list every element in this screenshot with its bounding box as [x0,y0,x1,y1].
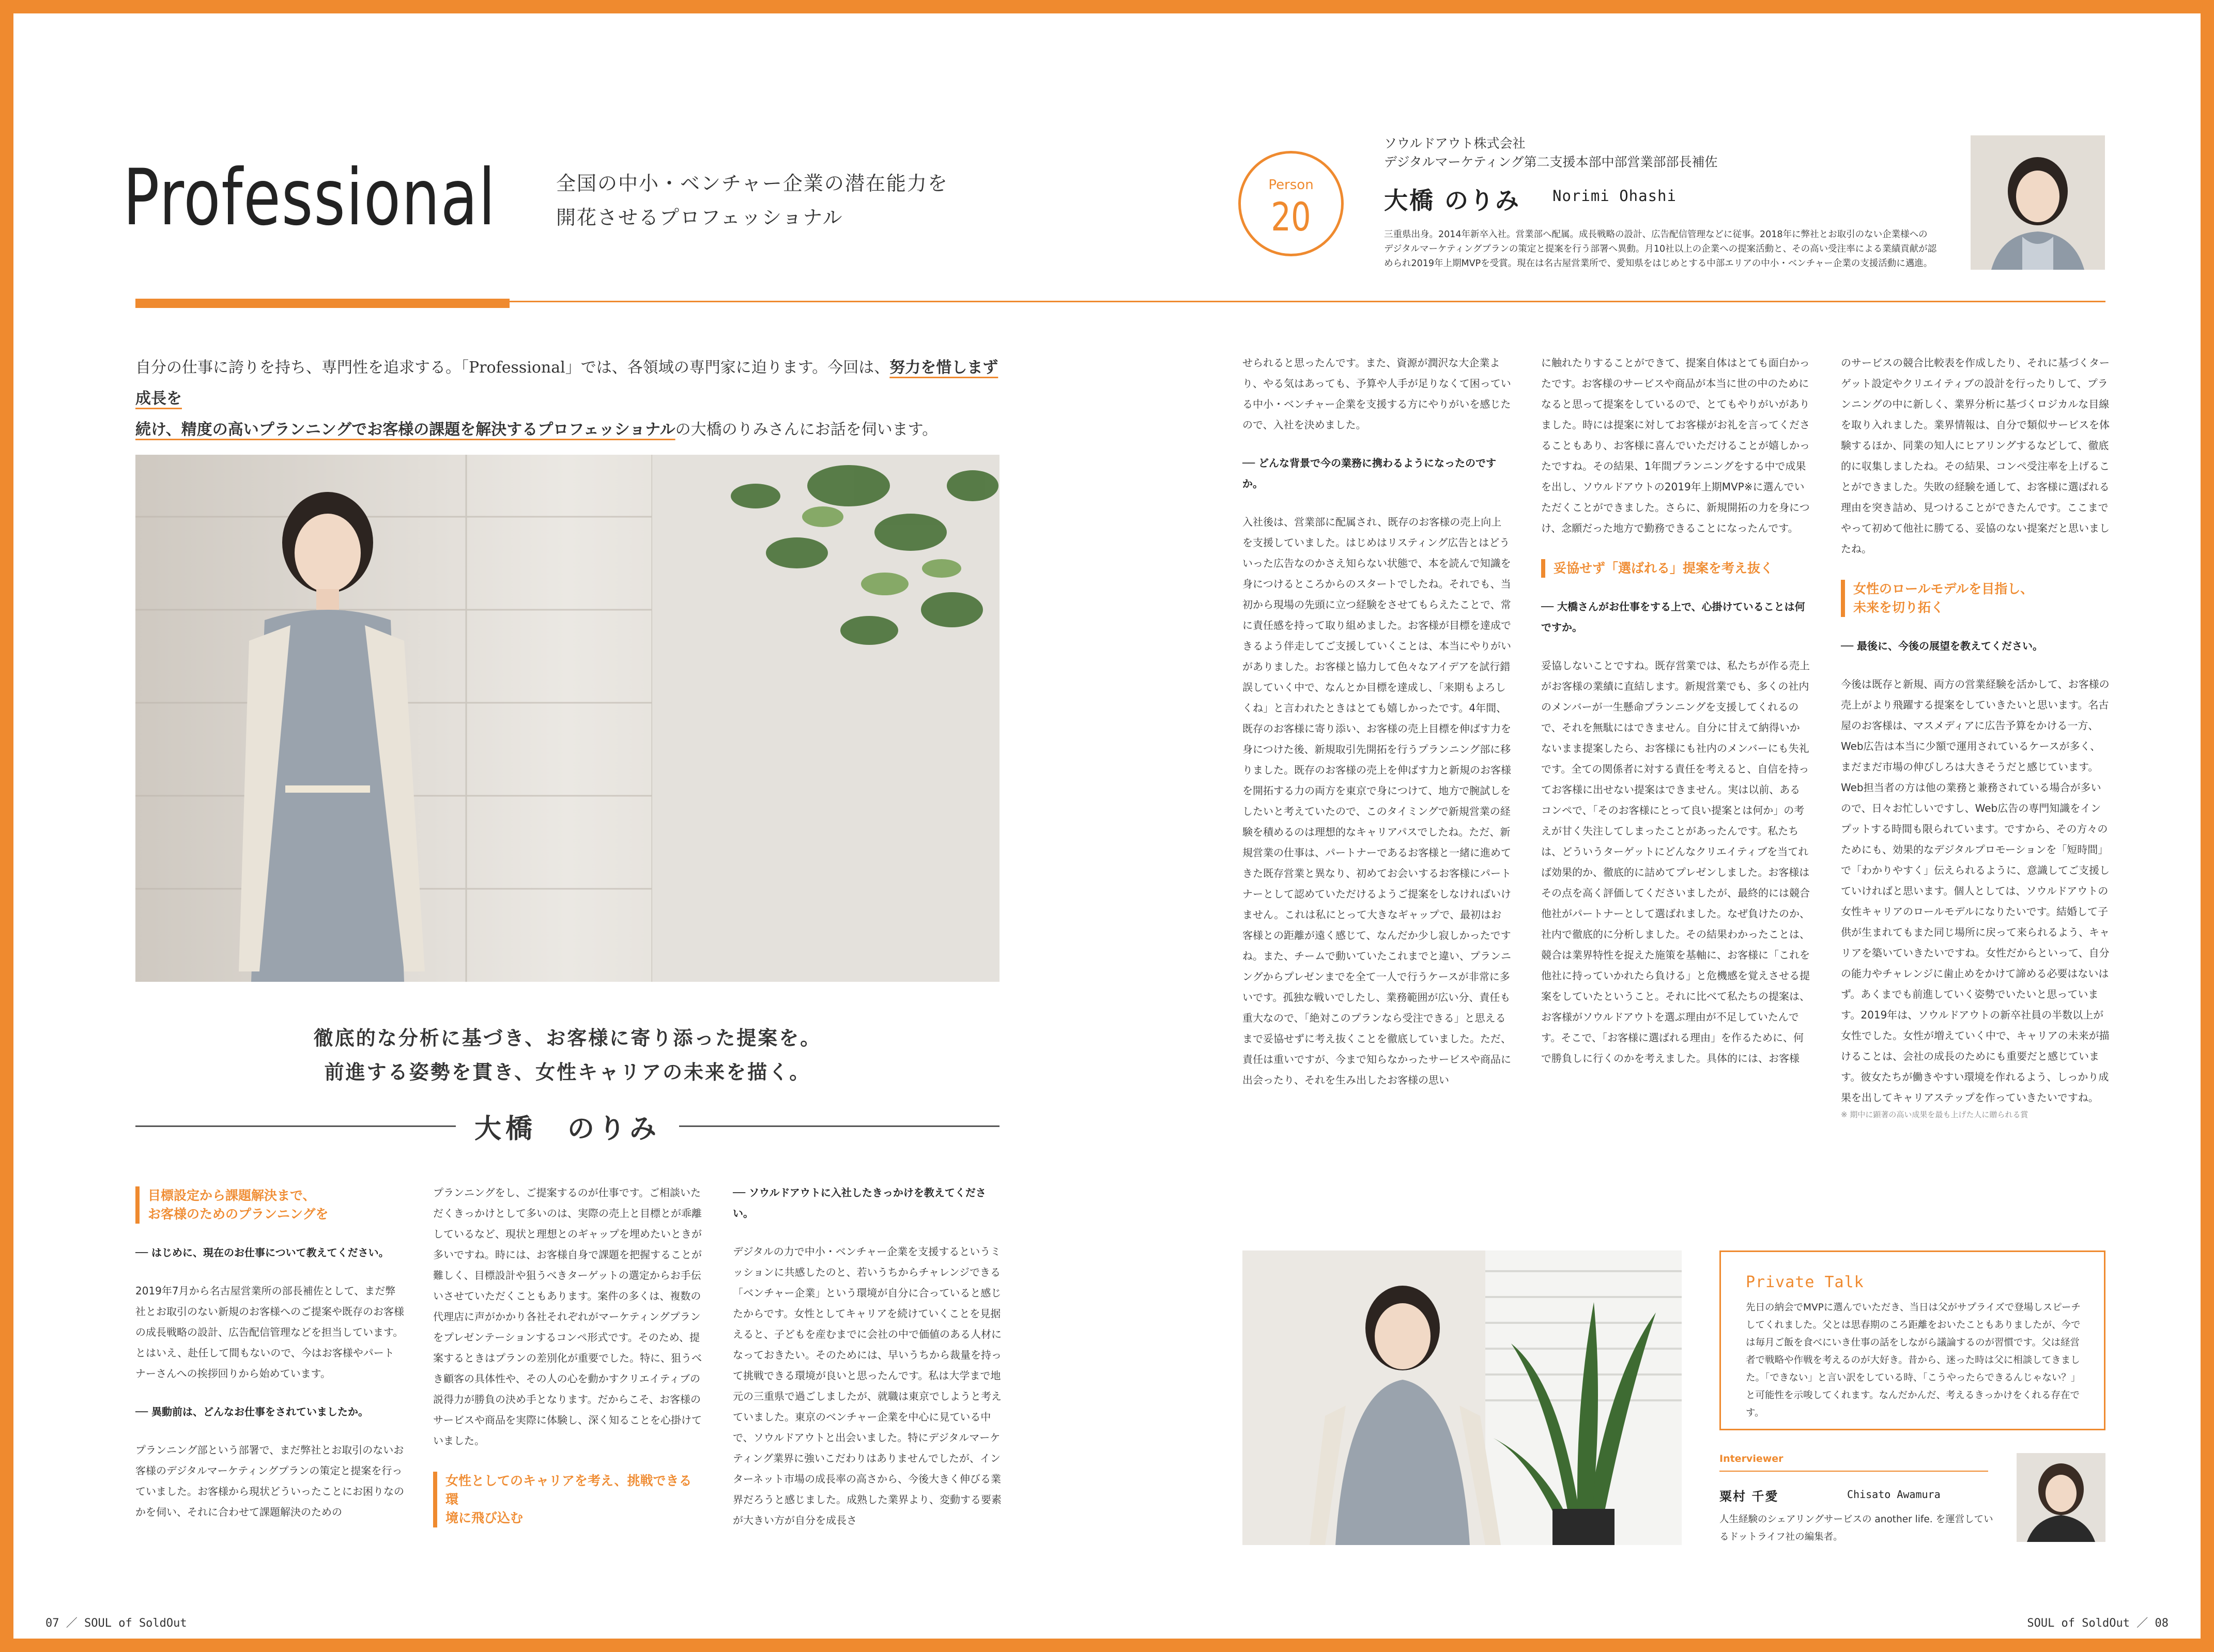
heading-line: 女性のロールモデルを目指し、 [1853,581,2034,596]
heading-line: お客様のためのプランニングを [148,1207,329,1222]
heading-line: 目標設定から課題解決まで、 [148,1188,316,1203]
interview-photo [1242,1250,1682,1545]
portrait-photo [1971,135,2105,270]
page-title: Professional [123,153,496,243]
interviewer-name: 粟村 千愛 [1719,1489,1779,1504]
interview-question: ── ソウルドアウトに入社したきっかけを教えてください。 [733,1186,986,1219]
catch-name: 大橋 のりみ [474,1114,660,1145]
catch-name-block [135,1107,1000,1143]
section-heading: 妥協せず「選ばれる」提案を考え抜く [1541,559,1810,578]
interview-answer: プランニングをし、ご提案するのが仕事です。ご相談いただくきっかけとして多いのは、実際の売上と目標とが乖離しているなど、現状と理想とのギャップを埋めたいときが多いですね。時には、お客様自身で課題を把握することが難しく、目標設計や狙うべきターゲットの選定からお手伝いさせていただくこともあります。案件の多くは、複数の代理店に声がかかり各社それぞれがマーケティングプランをプレゼンテーションするコンペ形式です。そのため、提案するときはプランの差別化が重要でした。特に、狙うべき顧客の具体性や、その人の心を動かすクリエイティブの説得力が勝負の決め手となります。だからこそ、お客様のサービスや商品を実際に体験し、深く知ることを心掛けていました。 [433,1186,702,1447]
interview-answer: に触れたりすることができて、提案自体はとても面白かったです。お客様のサービスや商品が本当に世の中のためになると思って提案をしているので、とてもやりがいがありました。時には提案に対してお客様がお礼を言ってくださることもあり、お客様に喜んでいただけることが嬉しかったですね。その結果、1年間プランニングをする中で成果を出し、ソウルドアウトの2019年上期MVP※に選んでいただくことができました。さらに、新規開拓の力を身につけ、念願だった地方で勤務できることになったんです。 [1541,357,1810,534]
interview-answer: のサービスの競合比較表を作成したり、それに基づくターゲット設定やクリエイティブの設計を行ったりして、プランニングの中に新しく、業界分析に基づくロジカルな目線を取り入れました。業界情報は、自分で類似サービスを体験するほか、同業の知人にヒアリングするなどして、徹底的に収集しましたね。その結果、コンペ受注率を上げることができました。失敗の経験を通して、お客様に選ばれる理由を突き詰め、見つけることができたんです。ここまでやって初めて他社に勝てる、妥協のない提案だと思いましたね。 [1841,357,2110,555]
interview-answer: 妥協しないことですね。既存営業では、私たちが作る売上がお客様の業績に直結します。新規営業でも、多くの社内のメンバーが一生懸命プランニングを支援してくれるので、それを無駄にはできません。自分に甘えて納得いかないまま提案したら、お客様にも社内のメンバーにも失礼です。全ての関係者に対する責任を考えると、自信を持ってお客様に出せない提案はできません。実は以前、あるコンペで、「そのお客様にとって良い提案とは何か」の考えが甘く失注してしまったことがあったんです。私たちは、どういうターゲットにどんなクリエイティブを当てれば効果的か、徹底的に詰めてプレゼンしました。お客様はその点を高く評価してくださいましたが、最終的には競合他社がパートナーとして選ばれました。なぜ負けたのか、社内で徹底的に分析しました。その結果わかったことは、競合は業界特性を捉えた施策を基軸に、お客様に「これを他社に持っていかれたら負ける」と危機感を覚えさせる提案をしていたということ。それに比べて私たちの提案は、お客様がソウルドアウトを選ぶ理由が不足していたんです。そこで、「お客様に選ばれる理由」を作るために、何で勝負しに行くのかを考えました。具体的には、お客様 [1541,659,1810,1064]
person-name-roman: Norimi Ohashi [1552,187,1677,205]
subtitle-line: 開花させるプロフェッショナル [556,206,843,229]
article-column-5 [1541,352,1810,1069]
interview-answer: せられると思ったんです。また、資源が潤沢な大企業より、やる気はあっても、予算や人手が足りなくて困っている中小・ベンチャー企業を支援する方にやりがいを感じたので、入社を決めました。 [1242,357,1511,431]
catch-line: 徹底的な分析に基づき、お客様に寄り添った提案を。 [313,1027,822,1049]
main-photo [135,455,1000,982]
interview-answer: プランニング部という部署で、まだ弊社とお取引のないお客様のデジタルマーケティングプランの策定と提案を行っていました。お客様から現状どういったことにお困りなのかを伺い、それに合わせて課題解決のための [135,1444,404,1518]
portrait-illustration [1971,135,2105,270]
article-column-1 [135,1181,404,1522]
interviewer-label: Interviewer [1719,1453,1784,1464]
profile-line: められ2019年上期MVPを受賞。現在は名古屋営業所で、愛知県をはじめとする中部エリアの中小・ベンチャー企業の支援活動に邁進。 [1384,258,1933,269]
header-rule-accent [135,299,510,308]
lead-highlight: 努力を惜しまず成長を [135,359,998,408]
section-heading [135,1186,404,1224]
article-column-6 [1841,352,2110,1121]
interview-question: ── 異動前は、どんなお仕事をされていましたか。 [135,1406,369,1418]
interview-answer: 入社後は、営業部に配属され、既存のお客様の売上向上を支援していました。はじめはリスティング広告とはどういった広告なのかさえ知らない状態で、本を読んで知識を身につけるところからのスタートでしたね。それでも、当初から現場の先頭に立つ経験をさせてもらえたことで、常に責任感を持って取り組めました。お客様が目標を達成できるよう伴走してご支援していくことは、本当にやりがいがありました。お客様と協力して色々なアイデアを試行錯誤していく中で、なんとか目標を達成し、「来期もよろしくね」と言われたときはとても嬉しかったです。4年間、既存のお客様に寄り添い、お客様の売上目標を伸ばす力を身につけた後、新規取引先開拓を行うプランニング部に移りました。既存のお客様の売上を伸ばす力と新規のお客様を開拓する力の両方を東京で身につけて、地方で腕試しをしたいと考えていたので、このタイミングで新規営業の経験を積めるのは理想的なキャリアパスでしたね。ただ、新規営業の仕事は、パートナーであるお客様と一緒に進めてきた既存営業と異なり、初めてお会いするお客様にパートナーとして認めていただけるようご提案をしなければいけません。これは私にとって大きなギャップで、最初はお客様との距離が遠く感じて、なんだか少し寂しかったですね。また、チームで動いていたこれまでと違い、プランニングからプレゼンまでを全て一人で行うケースが非常に多いです。孤独な戦いでしたし、業務範囲が広い分、責任も重大なので、「絶対このプランなら受注できる」と思えるまで妥協せずに考え抜くことを徹底していました。ただ、責任は重いですが、今まで知らなかったサービスや商品に出会ったり、それを生み出したお客様の思い [1242,516,1511,1086]
interview-question: ── どんな背景で今の業務に携わるようになったのですか。 [1242,457,1497,490]
company-name: ソウルドアウト株式会社 [1384,136,1526,151]
article-column-3 [733,1182,1002,1531]
page-subtitle [556,166,948,235]
profile-line: デジタルマーケティングプランの策定と提案を行う部署へ異動。月10社以上の企業への提案活動と、その高い受注率による業績貢献が認 [1384,244,1937,254]
person-badge [1238,151,1344,256]
interviewer-rule [1719,1471,1988,1472]
private-talk-title: Private Talk [1746,1273,1864,1291]
interview-answer: デジタルの力で中小・ベンチャー企業を支援するというミッションに共感したのと、若いうちからチャレンジできる「ベンチャー企業」という環境が自分に合っていると感じたからです。女性としてキャリアを続けていくことを見据えると、子どもを産むまでに会社の中で価値のある人材になっておきたい。そのためには、早いうちから裁量を持って挑戦できる環境が良いと思ったんです。私は大学まで地元の三重県で過ごしましたが、就職は東京でしようと考えていました。東京のベンチャー企業を中心に見ている中で、ソウルドアウトと出会いました。特にデジタルマーケティング業界に強いこだわりはありませんでしたが、インターネット市場の成長率の高さから、今後大きく伸びる業界だろうと感じました。成熟した業界より、変動する要素が大きい方が自分を成長さ [733,1245,1002,1526]
lead-highlight: 続け、精度の高いプランニングでお客様の課題を解決するプロフェッショナル [135,421,675,439]
interviewer-photo [2017,1453,2105,1542]
profile-text [1384,227,1952,271]
interviewer-description: 人生経験のシェアリングサービスの another life. を運営しているドットライフ社の編集者。 [1719,1514,1993,1542]
department: デジタルマーケティング第二支援本部中部営業部部長補佐 [1384,155,1718,169]
lead-paragraph [135,352,1004,445]
heading-line: 境に飛び込む [445,1510,524,1525]
footer-page-left: 07 ／ SOUL of SoldOut [45,1617,187,1630]
profile-line: 三重県出身。2014年新卒入社。営業部へ配属。成長戦略の設計、広告配信管理などに従事。2018年に弊社とお取引のない企業様への [1384,229,1928,240]
interview-answer: 今後は既存と新規、両方の営業経験を活かして、お客様の売上がより飛躍する提案をしていきたいと思います。名古屋のお客様は、マスメディアに広告予算をかける一方、Web広告は本当に少額で運用されているケースが多く、まだまだ市場の伸びしろは大きそうだと感じています。Web担当者の方は他の業務と兼務されている場合が多いので、日々お忙しいですし、Web広告の専門知識をインプットする時間も限られています。ですから、その方々のためにも、効果的なデジタルプロモーションを「短時間」で「わかりやすく」伝えられるように、意識してご支援していければと思います。個人としては、ソウルドアウトの女性キャリアのロールモデルになりたいです。結婚して子供が生まれてもまた同じ場所に戻って来られるよう、キャリアを築いていきたいですね。女性だからといって、自分の能力やチャレンジに歯止めをかけて諦める必要はないはず。あくまでも前進していく姿勢でいたいと思っています。2019年は、ソウルドアウトの新卒社員の半数以上が女性でした。女性が増えていく中で、キャリアの未来が描けることは、会社の成長のためにも重要だと感じています。彼女たちが働きやすい環境を作れるよう、しっかり成果を出してキャリアステップを作っていきたいですね。 [1841,678,2110,1104]
footer-page-right: SOUL of SoldOut ／ 08 [2027,1617,2169,1630]
subtitle-line: 全国の中小・ベンチャー企業の潜在能力を [556,172,948,195]
section-heading [1841,580,2110,617]
interviewer-name-roman: Chisato Awamura [1847,1488,1941,1501]
interview-question: ── 最後に、今後の展望を教えてください。 [1841,640,2043,652]
article-column-4 [1242,352,1511,1090]
badge-number: 20 [1271,194,1311,240]
interview-question: ── 大橋さんがお仕事をする上で、心掛けていることは何ですか。 [1541,600,1805,634]
catch-copy [135,1021,1000,1089]
footnote: ※ 期中に顕著の高い成果を最も上げた人に贈られる賞 [1841,1110,2028,1119]
lead-text: 自分の仕事に誇りを持ち、専門性を追求する。「Professional」では、各領域の専門家に迫ります。今回は、 [135,359,890,377]
main-photo-illustration [135,455,1000,982]
article-column-2 [433,1182,702,1546]
section-heading [433,1472,702,1527]
private-talk-text: 先日の納会でMVPに選んでいただき、当日は父がサプライズで登場しスピーチしてくれました。父とは思春期のころ距離をおいたこともありましたが、今では毎月ご飯を食べにいき仕事の話をしながら議論するのが習慣です。父は経営者で戦略や作戦を考えるのが大好き。昔から、迷った時は父に相談してきました。「できない」と言い訳をしている時、「こうやったらできるんじゃない？」と可能性を示唆してくれます。なんだかんだ、考えるきっかけをくれる存在です。 [1746,1302,2081,1418]
interview-question: ── はじめに、現在のお仕事について教えてください。 [135,1246,389,1259]
lead-text: の大橋のりみさんにお話を伺います。 [675,421,938,439]
badge-label: Person [1268,177,1314,193]
catch-line: 前進する姿勢を貫き、女性キャリアの未来を描く。 [324,1061,811,1084]
person-name: 大橋 のりみ [1384,187,1521,214]
heading-line: 未来を切り拓く [1853,600,1944,615]
interview-answer: 2019年7月から名古屋営業所の部長補佐として、まだ弊社とお取引のない新規のお客様へのご提案や既存のお客様の成長戦略の設計、広告配信管理などを担当しています。とはいえ、赴任して間もないので、今はお客様やパートナーさんへの挨拶回りから始めています。 [135,1285,404,1380]
interviewer-illustration [2017,1453,2105,1542]
company-info [1384,134,1718,172]
interview-photo-illustration [1242,1250,1682,1545]
heading-line: 女性としてのキャリアを考え、挑戦できる環 [445,1473,692,1507]
